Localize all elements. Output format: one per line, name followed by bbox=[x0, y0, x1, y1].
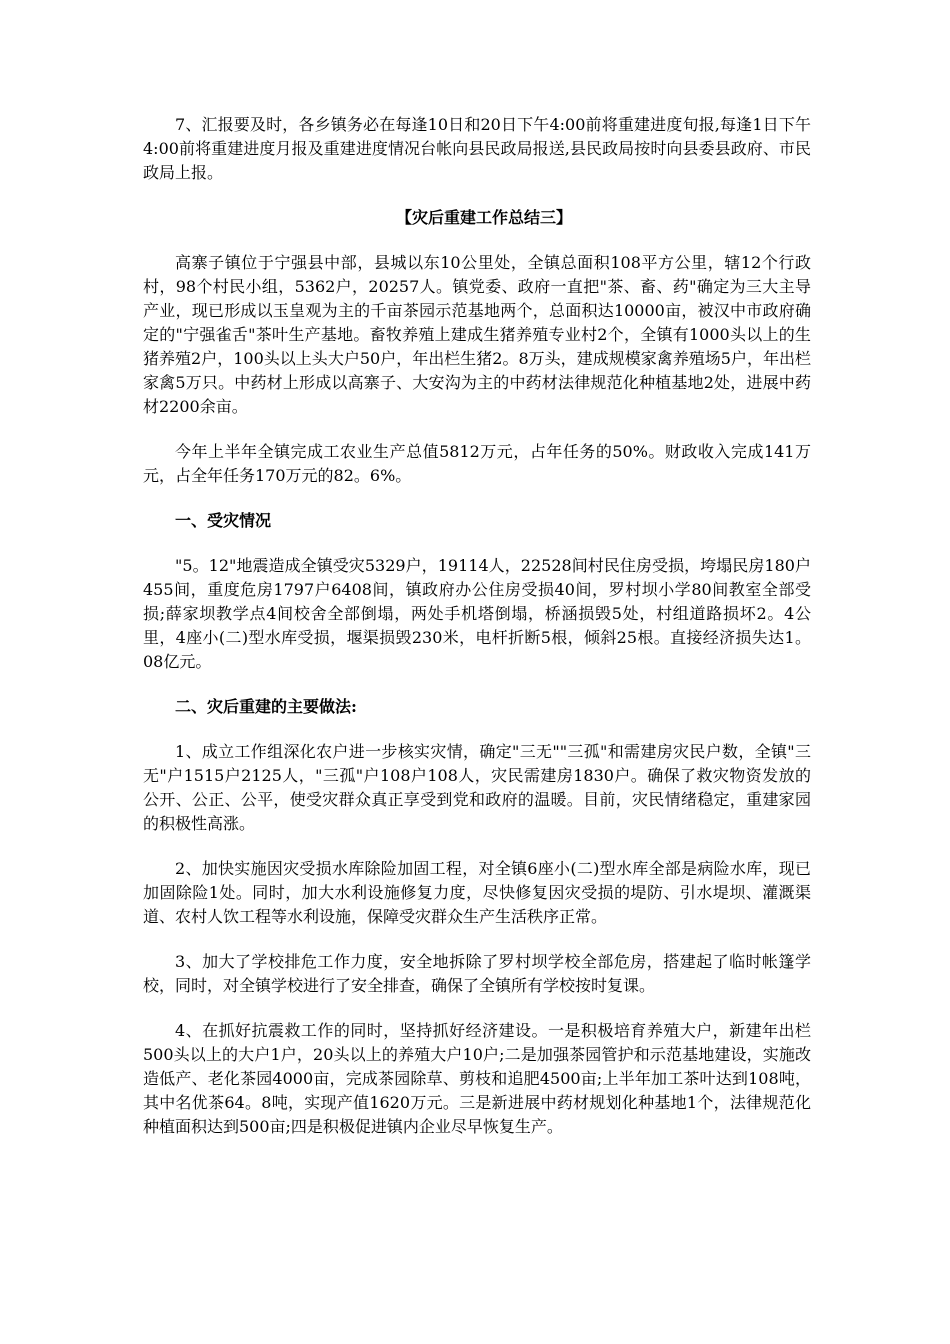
paragraph-disaster-losses: "5。12"地震造成全镇受灾5329户，19114人，22528间村民住房受损，垮塌民房180户455间，重度危房1797户6408间，镇政府办公住房受损40间，罗村坝小学80间教室全部受损;薛家坝教学点4间校舍全部倒塌，两处手机塔倒塌，桥涵损毁5处，村组道路损坏2。4公里，4座小(二)型水库受损，堰渠损毁230米，电杆折断5根，倾斜25根。直接经济损失达1。08亿元。 bbox=[143, 556, 811, 671]
paragraph-report-timing: 7、汇报要及时，各乡镇务必在每逢10日和20日下午4:00前将重建进度旬报,每逢1日下午4:00前将重建进度月报及重建进度情况台帐向县民政局报送,县民政局按时向县委县政府、市民政局上报。 bbox=[143, 115, 811, 182]
paragraph-measure-1: 1、成立工作组深化农户进一步核实灾情，确定"三无""三孤"和需建房灾民户数，全镇"三无"户1515户2125人，"三孤"户108户108人，灾民需建房1830户。确保了救灾物资发放的公开、公正、公平，使受灾群众真正享受到党和政府的温暖。目前，灾民情绪稳定，重建家园的积极性高涨。 bbox=[143, 742, 811, 833]
paragraph-measure-2: 2、加快实施因灾受损水库除险加固工程，对全镇6座小(二)型水库全部是病险水库，现已加固除险1处。同时，加大水利设施修复力度，尽快修复因灾受损的堤防、引水堤坝、灌溉渠道、农村人饮工程等水利设施，保障受灾群众生产生活秩序正常。 bbox=[143, 859, 811, 926]
paragraph-measure-3: 3、加大了学校排危工作力度，安全地拆除了罗村坝学校全部危房，搭建起了临时帐篷学校，同时，对全镇学校进行了安全排查，确保了全镇所有学校按时复课。 bbox=[143, 952, 811, 995]
document-title: 【灾后重建工作总结三】 bbox=[395, 208, 572, 227]
paragraph-measure-4: 4、在抓好抗震救工作的同时，坚持抓好经济建设。一是积极培育养殖大户，新建年出栏500头以上的大户1户，20头以上的养殖大户10户;二是加强茶园管护和示范基地建设，实施改造低产、老化茶园4000亩，完成茶园除草、剪枝和追肥4500亩;上半年加工茶叶达到108吨，其中名优茶64。8吨，实现产值1620万元。三是新进展中药材规划化种基地1个，法律规范化种植面积达到500亩;四是积极促进镇内企业尽早恢复生产。 bbox=[143, 1021, 811, 1136]
paragraph-half-year-output: 今年上半年全镇完成工农业生产总值5812万元，占年任务的50%。财政收入完成141万元，占全年任务170万元的82。6%。 bbox=[143, 442, 811, 485]
document-page bbox=[143, 113, 811, 1139]
section-heading-disaster: 一、受灾情况 bbox=[175, 511, 272, 530]
paragraph-town-overview: 高寨子镇位于宁强县中部，县城以东10公里处，全镇总面积108平方公里，辖12个行政村，98个村民小组，5362户，20257人。镇党委、政府一直把"茶、畜、药"确定为三大主导产业，现已形成以玉皇观为主的千亩茶园示范基地两个，总面积达10000亩，被汉中市政府确定的"宁强雀舌"茶叶生产基地。畜牧养殖上建成生猪养殖专业村2个，全镇有1000头以上的生猪养殖2户，100头以上头大户50户，年出栏生猪2。8万头，建成规模家禽养殖场5户，年出栏家禽5万只。中药材上形成以高寨子、大安沟为主的中药材法律规范化种植基地2处，进展中药材2200余亩。 bbox=[143, 253, 811, 416]
section-heading-reconstruction: 二、灾后重建的主要做法: bbox=[175, 697, 357, 716]
